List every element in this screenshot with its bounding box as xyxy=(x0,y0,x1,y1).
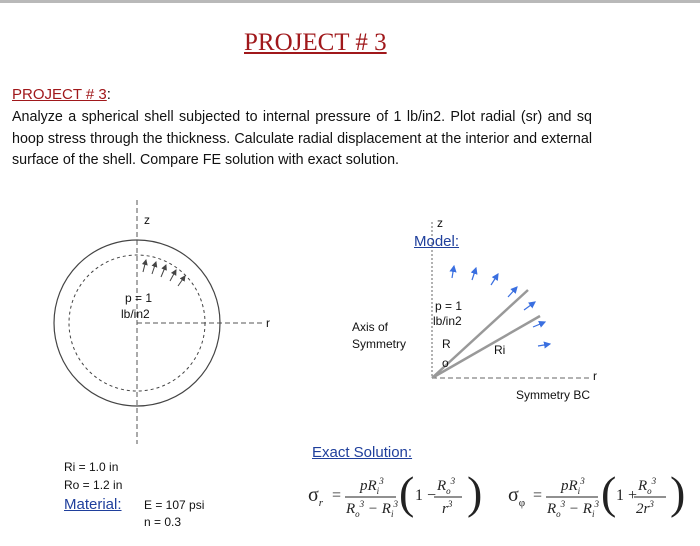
hoop-paren-open: ( xyxy=(601,467,617,518)
model-heading: Model: xyxy=(414,233,460,250)
sphere-pressure-value: p = 1 xyxy=(125,291,153,305)
radial-ratio-num: $R_o^3$ xyxy=(437,476,456,496)
sphere-z-label: z xyxy=(144,213,150,227)
model-z-label: z xyxy=(437,216,443,230)
hoop-paren-close: ) xyxy=(670,467,686,518)
model-pressure-units: lb/in2 xyxy=(433,314,462,328)
radial-paren-close: ) xyxy=(467,467,483,518)
youngs-modulus: E = 107 psi xyxy=(144,498,205,512)
hoop-stress-symbol: $\sigma_\varphi$ xyxy=(508,484,526,509)
radial-ratio-den: $r^3$ xyxy=(442,499,453,517)
hoop-numerator: $pR_i^3$ xyxy=(561,476,585,496)
project-description: Analyze a spherical shell subjected to internal pressure of 1 lb/in2. Plot radial (sr) and sq hoop stress through the thickness. Calculate radial displacement at the interior and external surface of the shell. Compare FE solution with exact solution. xyxy=(12,109,592,168)
outer-radius: Ro = 1.2 in xyxy=(64,478,123,492)
radial-denominator: $R_o^3 - R_i^3$ xyxy=(346,499,398,519)
radial-stress-symbol: $\sigma_r$ xyxy=(308,484,324,509)
sphere-diagram xyxy=(54,200,264,444)
hoop-ratio-num: $R_o^3$ xyxy=(638,476,657,496)
ri-label: Ri xyxy=(494,343,506,357)
radial-one-minus: 1 − xyxy=(415,487,437,504)
ro-label: R xyxy=(442,337,451,351)
exact-solution-heading: Exact Solution: xyxy=(312,444,413,461)
material-heading: Material: xyxy=(64,496,122,513)
radial-numerator: $pR_i^3$ xyxy=(360,476,384,496)
model-pressure-arrows xyxy=(452,266,550,346)
symmetry-bc-label: Symmetry BC xyxy=(516,388,591,402)
model-r-label: r xyxy=(593,369,597,383)
sphere-pressure-units: lb/in2 xyxy=(121,307,150,321)
section-heading-text: PROJECT # 3 xyxy=(12,86,107,103)
hoop-eq-sign: = xyxy=(533,487,543,504)
section-heading-colon: : xyxy=(106,86,111,103)
hoop-one-plus: 1 + xyxy=(616,487,638,504)
sphere-r-label: r xyxy=(266,316,270,330)
axis-of-label: Axis of xyxy=(352,320,389,334)
poisson-ratio: n = 0.3 xyxy=(144,515,182,529)
ro-subscript: o xyxy=(442,356,449,370)
hoop-ratio-den: $2r^3$ xyxy=(636,499,654,517)
sphere-pressure-arrows xyxy=(143,260,185,286)
inner-radius: Ri = 1.0 in xyxy=(64,460,119,474)
symmetry-label: Symmetry xyxy=(352,337,406,351)
radial-eq-sign: = xyxy=(332,487,342,504)
radial-paren-open: ( xyxy=(399,467,415,518)
model-pressure-value: p = 1 xyxy=(435,299,463,313)
page-title: PROJECT # 3 xyxy=(244,29,387,56)
hoop-denominator: $R_o^3 - R_i^3$ xyxy=(547,499,599,519)
